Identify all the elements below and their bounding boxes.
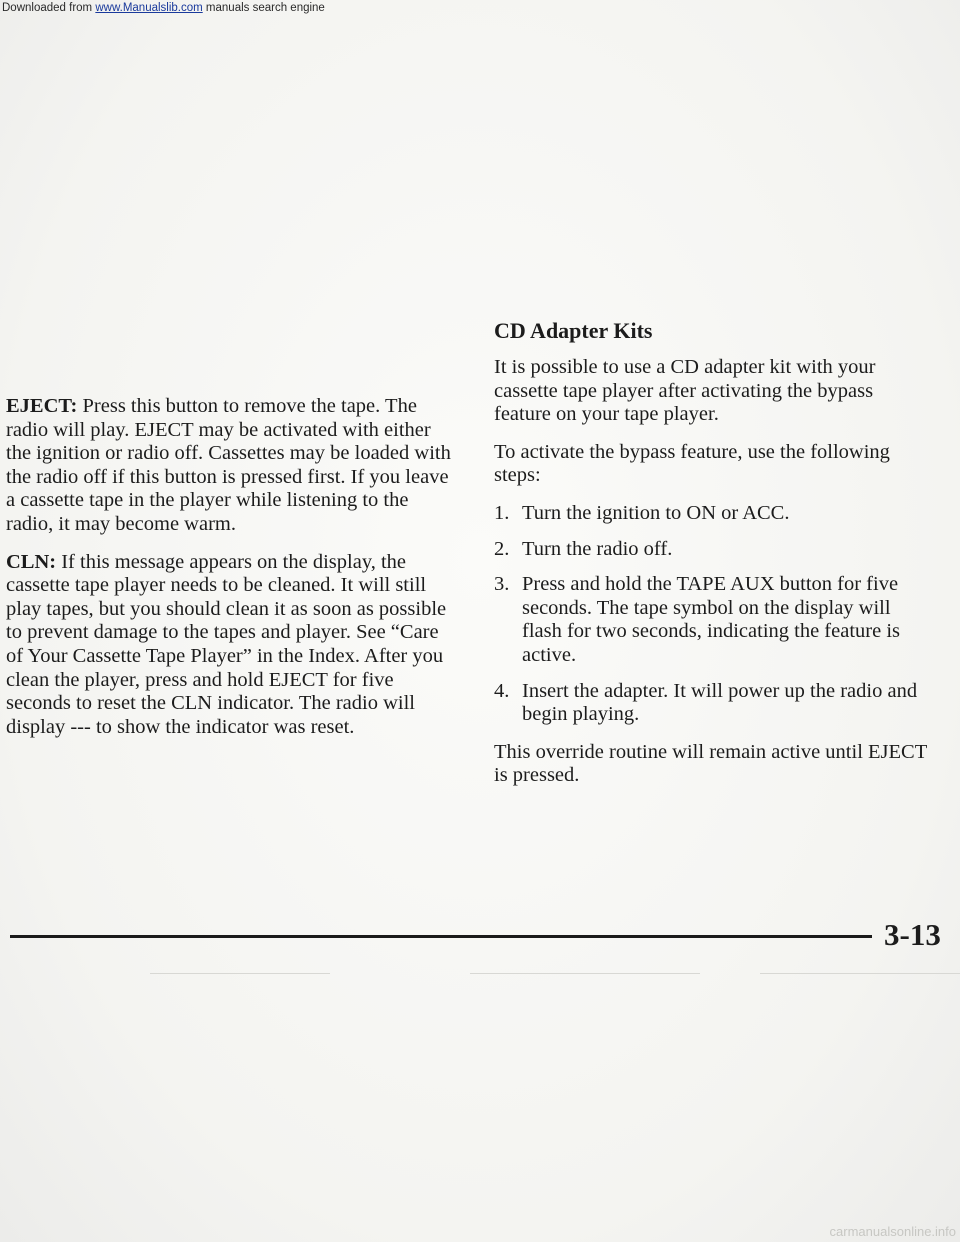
- cln-text: If this message appears on the display, the cassette tape player needs to be cleaned. It will still play tapes, but you should clean it as soon as possible to prevent damage to the tapes and player. See “Care of Your Cassette Tape Player” in the Index. After you clean the player, press and hold EJECT for five seconds to reset the CLN indicator. The radio will display --- to show the indicator was reset.: [6, 550, 447, 738]
- banner-suffix: manuals search engine: [205, 2, 325, 14]
- step-number: 1.: [494, 501, 510, 524]
- eject-text: Press this button to remove the tape. The radio will play. EJECT may be activated with either the ignition or radio off. Cassettes may be loaded with the radio off if this button is pressed first. If you leave a cassette tape in the player while listening to the radio, it may become warm.: [6, 395, 451, 535]
- faint-divider: [760, 973, 960, 974]
- faint-divider: [470, 973, 700, 974]
- cln-paragraph: [6, 551, 458, 740]
- lead-paragraph: To activate the bypass feature, use the following steps:: [494, 440, 890, 487]
- steps-list: [494, 502, 934, 727]
- intro-paragraph: It is possible to use a CD adapter kit with your cassette tape player after activating the bypass feature on your tape player.: [494, 356, 876, 426]
- list-item: [494, 538, 934, 562]
- banner-prefix: Downloaded from: [2, 2, 93, 14]
- right-column: [494, 318, 934, 802]
- footer-rule: [10, 935, 872, 938]
- section-heading: CD Adapter Kits: [494, 318, 653, 343]
- step-text: Turn the radio off.: [522, 537, 673, 560]
- list-item: [494, 502, 934, 526]
- step-text: Insert the adapter. It will power up the radio and begin playing.: [522, 679, 918, 726]
- left-column: [6, 395, 458, 753]
- step-number: 2.: [494, 537, 510, 560]
- list-item: [494, 573, 934, 667]
- step-text: Turn the ignition to ON or ACC.: [522, 501, 790, 524]
- manualslib-link[interactable]: www.Manualslib.com: [95, 2, 203, 14]
- step-number: 4.: [494, 679, 510, 702]
- step-text: Press and hold the TAPE AUX button for five seconds. The tape symbol on the display will flash for two seconds, indicating the feature is active.: [522, 573, 900, 666]
- closing-paragraph: This override routine will remain active until EJECT is pressed.: [494, 740, 927, 787]
- faint-divider: [150, 973, 330, 974]
- list-item: [494, 680, 934, 727]
- watermark: carmanualsonline.info: [829, 1224, 956, 1239]
- page-number: 3-13: [884, 917, 941, 952]
- step-number: 3.: [494, 573, 510, 596]
- cln-term: CLN:: [6, 550, 57, 573]
- eject-term: EJECT:: [6, 395, 78, 417]
- download-banner: [0, 0, 327, 16]
- eject-paragraph: [6, 395, 458, 537]
